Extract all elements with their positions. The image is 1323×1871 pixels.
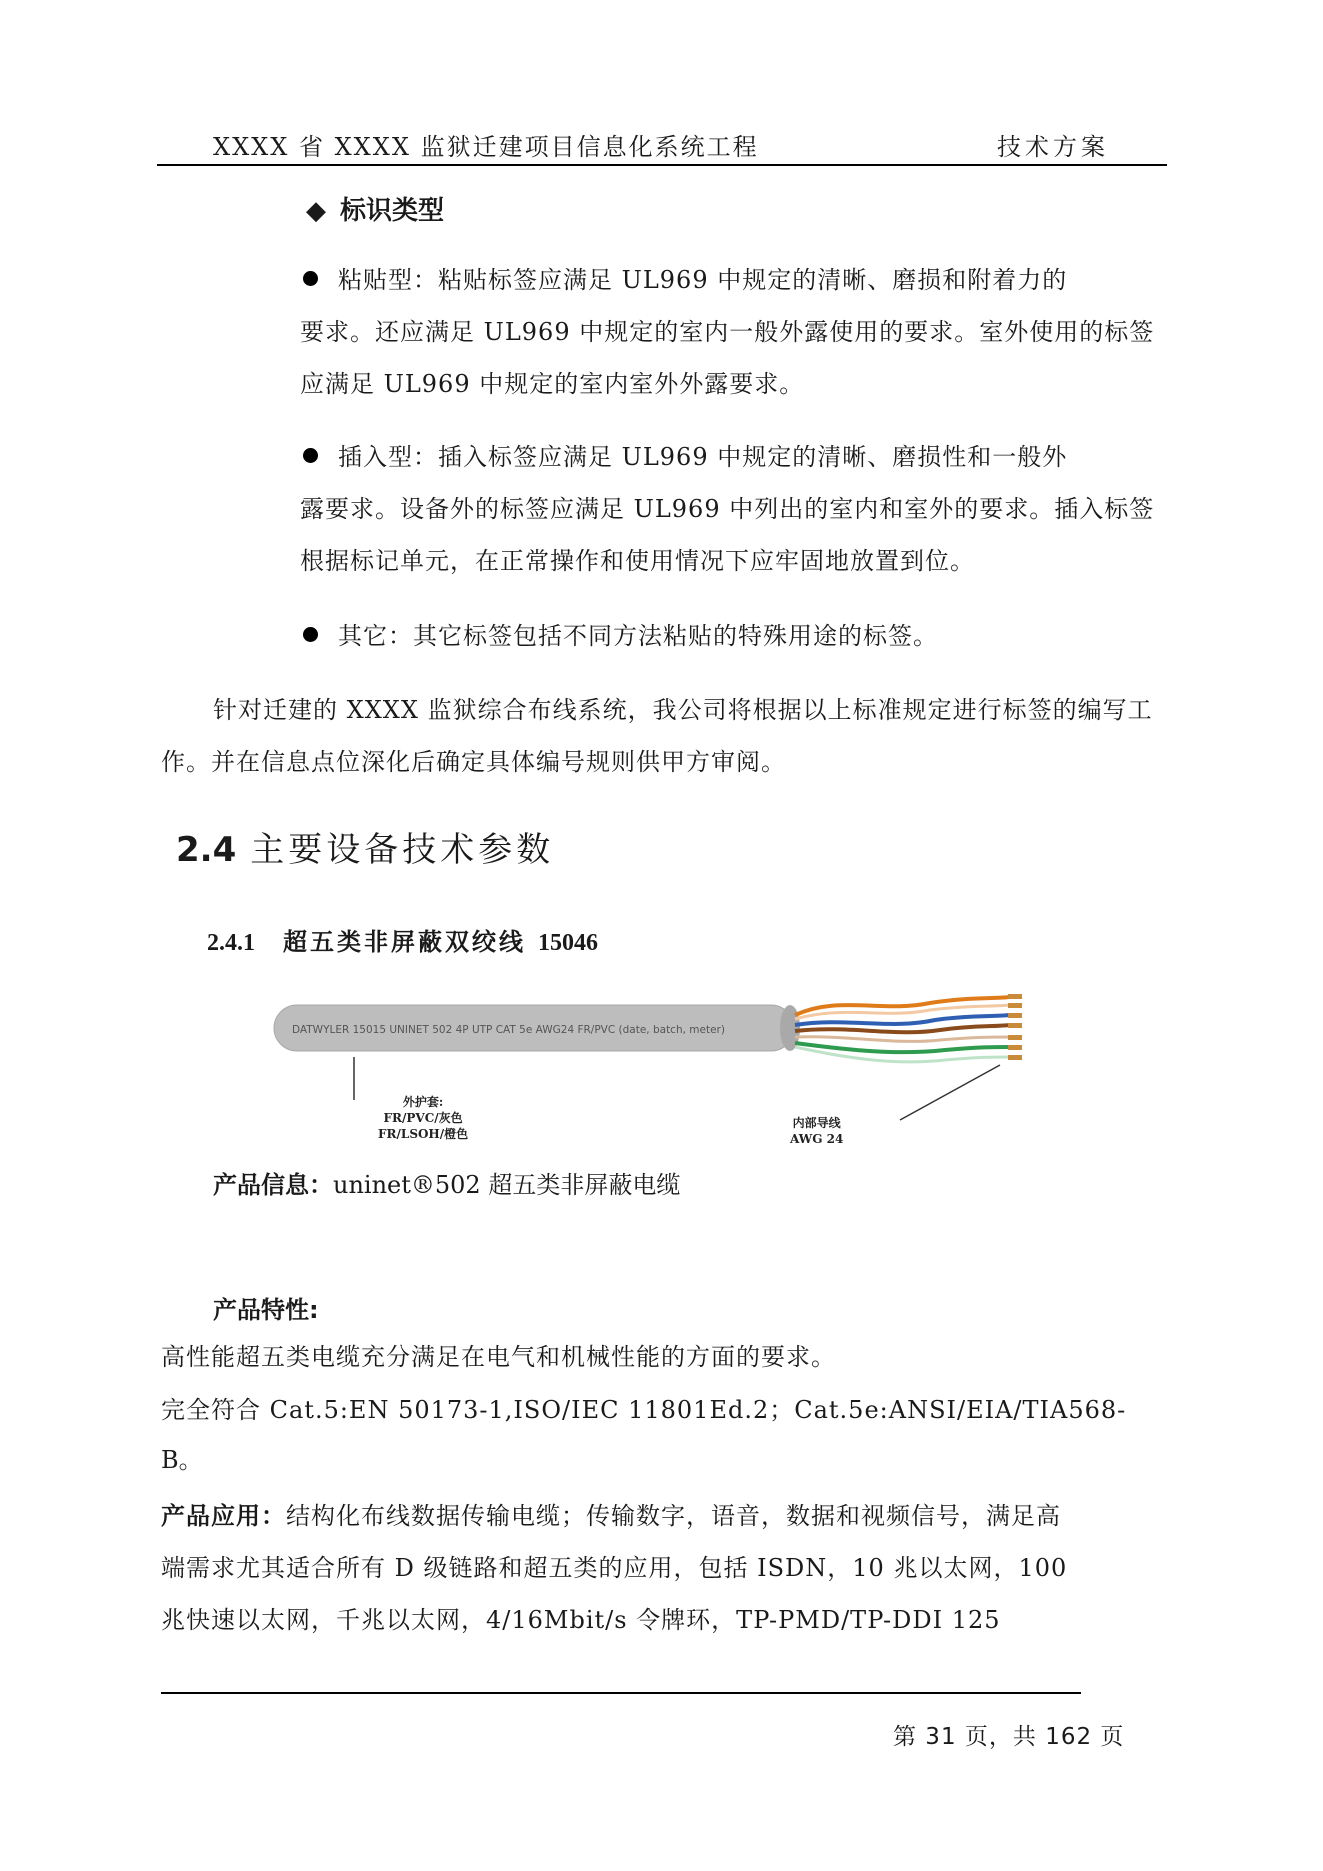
bullet-dot-icon (303, 448, 318, 463)
feature-line: 完全符合 Cat.5:EN 50173-1,ISO/IEC 11801Ed.2；Cat.5e:ANSI/EIA/TIA568- (161, 1396, 1127, 1424)
feature-line: 高性能超五类电缆充分满足在电气和机械性能的方面的要求。 (161, 1343, 836, 1371)
bullet-other (303, 610, 938, 662)
application-text: 结构化布线数据传输电缆；传输数字，语音，数据和视频信号，满足高端需求尤其适合所有 D 级链路和超五类的应用，包括 ISDN，10 兆以太网，100 兆快速以太网，千兆以太网，4/16Mbit/s 令牌环，TP-PMD/TP-DDI 125 (161, 1502, 1068, 1634)
brown-white-wire (795, 1037, 1010, 1042)
bullet-dot-icon (303, 271, 318, 286)
bullet-dot-icon (303, 627, 318, 642)
subsection-number: 2.4.1 (207, 930, 255, 956)
bullet-text: 其它：其它标签包括不同方法粘贴的特殊用途的标签。 (338, 622, 938, 650)
features-heading: 产品特性: (213, 1296, 319, 1324)
section-number: 2.4 (176, 830, 237, 870)
diamond-bullet-icon: ◆ (306, 196, 326, 226)
feature-line: B。 (161, 1446, 203, 1474)
section-title: 主要设备技术参数 (250, 830, 555, 870)
bullet-insert (300, 431, 1173, 587)
conductor-label (790, 1115, 843, 1147)
blue-pair-wire (795, 1015, 1010, 1025)
product-info-value: uninet®502 超五类非屏蔽电缆 (333, 1171, 681, 1199)
bullet-text-cont: 要求。还应满足 UL969 中规定的室内一般外露使用的要求。室外使用的标签应满足 UL969 中规定的室内室外外露要求。 (300, 318, 1155, 398)
bullet-text: 粘贴型：粘贴标签应满足 UL969 中规定的清晰、磨损和附着力的 (338, 266, 1068, 294)
bullet-text: 插入型：插入标签应满足 UL969 中规定的清晰、磨损性和一般外 (338, 443, 1068, 471)
conductor-label-line: 内部导线 (792, 1116, 841, 1130)
page-number: 第 31 页，共 162 页 (893, 1724, 1125, 1750)
copper-conductor-tips (1008, 994, 1022, 1060)
section-heading (176, 822, 554, 871)
green-pair-wire (795, 1043, 1010, 1052)
jacket-label-line: 外护套: (402, 1095, 444, 1109)
cable-print-text: DATWYLER 15015 UNINET 502 4P UTP CAT 5e AWG24 FR/PVC (date, batch, meter) (292, 1024, 725, 1036)
footer-divider (161, 1692, 1081, 1694)
application-label: 产品应用： (161, 1502, 286, 1530)
label-types-heading (306, 190, 444, 227)
labeling-paragraph: 针对迁建的 XXXX 监狱综合布线系统，我公司将根据以上标准规定进行标签的编写工作。并在信息点位深化后确定具体编号规则供甲方审阅。 (161, 696, 1153, 776)
application-paragraph (161, 1490, 1076, 1646)
conductor-pointer-line (900, 1065, 1000, 1120)
jacket-label-line: FR/PVC/灰色 (383, 1111, 463, 1125)
subsection-code: 15046 (538, 930, 598, 956)
bullet-text-cont: 露要求。设备外的标签应满足 UL969 中列出的室内和室外的要求。插入标签根据标记单元，在正常操作和使用情况下应牢固地放置到位。 (300, 495, 1155, 575)
jacket-label (378, 1094, 468, 1142)
label-types-heading-text: 标识类型 (340, 196, 445, 226)
bullet-adhesive (300, 254, 1173, 410)
conductor-label-line: AWG 24 (790, 1132, 844, 1146)
subsection-heading (207, 922, 598, 957)
product-info-label: 产品信息： (213, 1171, 333, 1199)
brown-pair-wire (795, 1025, 1010, 1032)
header-doc-type: 技术方案 (997, 133, 1109, 161)
subsection-title: 超五类非屏蔽双绞线 (283, 928, 526, 956)
product-info (213, 1165, 680, 1200)
header-title: XXXX 省 XXXX 监狱迁建项目信息化系统工程 (213, 133, 759, 161)
header-divider (157, 164, 1167, 166)
jacket-label-line: FR/LSOH/橙色 (378, 1127, 469, 1141)
